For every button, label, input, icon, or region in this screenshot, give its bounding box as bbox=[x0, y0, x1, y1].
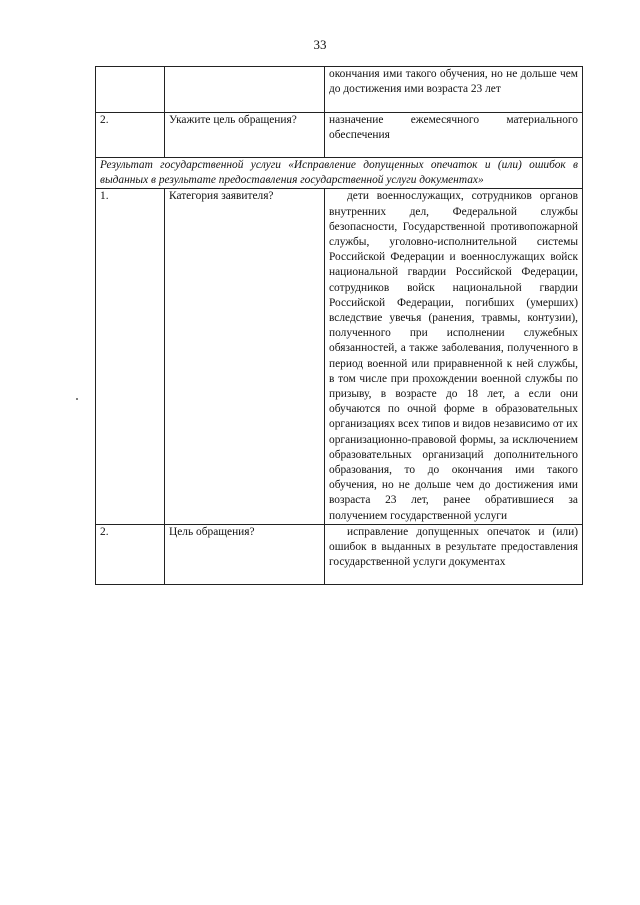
table-row bbox=[96, 113, 583, 158]
question-label bbox=[165, 67, 325, 113]
answer-value bbox=[325, 189, 583, 524]
page-number: 33 bbox=[313, 37, 327, 52]
answer-text: дети военнослужащих, сотрудников органов внутренних дел, Федеральной службы безопасности, Государственной противопожарной службы, уголовно-исполнительной системы Российской Федерации и военнослужащих войск национальной гвардии Российской Федерации, сотрудников войск национальной гвардии Российской Федерации, погибших (умерших) вследствие увечья (ранения, травмы, контузии), полученного при исполнении служебных обязанностей, а также заболевания, полученного в период военной или приравненной к ней службы, в том числе при прохождении военной службы по призыву, в возрасте до 18 лет, а если они обучаются по очной форме в образовательных организациях всех типов и видов независимо от их организационно-правовой формы, за исключением образовательных организаций дополнительного образования, то до окончания ими такого обучения, но не дольше чем до достижения ими возраста 23 лет, ранее обратившиеся за получением государственной услуги bbox=[329, 190, 578, 522]
table-row bbox=[96, 189, 583, 524]
answer-value: окончания ими такого обучения, но не дольше чем до достижения ими возраста 23 лет bbox=[325, 67, 583, 113]
row-number bbox=[96, 67, 165, 113]
table-row bbox=[96, 67, 583, 113]
answer-value: назначение ежемесячного материального обеспечения bbox=[325, 113, 583, 158]
answer-text: исправление допущенных опечаток и (или) ошибок в выданных в результате предоставления государственной услуги документах bbox=[329, 525, 578, 569]
question-label: Укажите цель обращения? bbox=[165, 113, 325, 158]
row-number: 1. bbox=[96, 189, 165, 524]
question-label: Категория заявителя? bbox=[165, 189, 325, 524]
scan-speck bbox=[76, 398, 78, 400]
question-label: Цель обращения? bbox=[165, 524, 325, 584]
table-row bbox=[96, 524, 583, 584]
section-title: Результат государственной услуги «Исправление допущенных опечаток и (или) ошибок в выданных в результате предоставления государственной услуги документах» bbox=[96, 158, 583, 189]
questions-table bbox=[95, 66, 583, 585]
row-number: 2. bbox=[96, 113, 165, 158]
row-number: 2. bbox=[96, 524, 165, 584]
section-header-row bbox=[96, 158, 583, 189]
answer-value bbox=[325, 524, 583, 584]
